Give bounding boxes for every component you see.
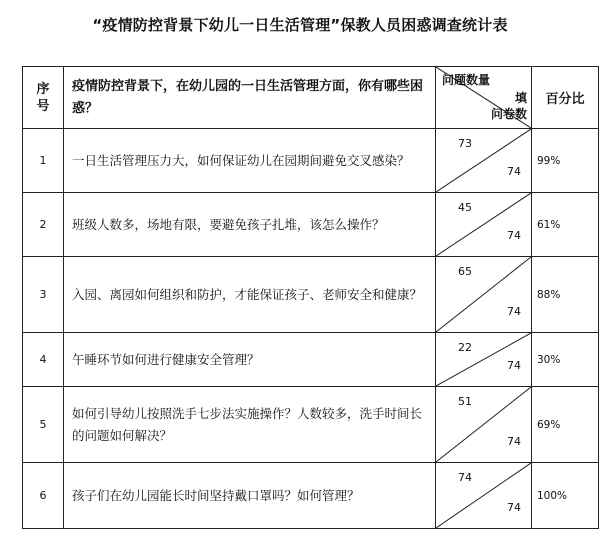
row-percent: 69%	[532, 387, 599, 463]
row-question: 班级人数多，场地有限，要避免孩子扎堆，该怎么操作？	[64, 193, 436, 257]
row-question: 一日生活管理压力大，如何保证幼儿在园期间避免交叉感染？	[64, 129, 436, 193]
diagonal-divider	[436, 257, 531, 332]
table-row	[23, 333, 599, 387]
diagonal-divider	[436, 387, 531, 462]
table-row	[23, 257, 599, 333]
row-count-cell	[436, 257, 532, 333]
header-percent: 百分比	[532, 67, 599, 129]
row-question: 如何引导幼儿按照洗手七步法实施操作？人数较多，洗手时间长的问题如何解决？	[64, 387, 436, 463]
row-index: 6	[23, 463, 64, 529]
header-index-line1: 序	[36, 81, 50, 97]
row-percent: 61%	[532, 193, 599, 257]
header-count-bottom	[491, 90, 527, 122]
diagonal-divider	[436, 193, 531, 256]
row-index: 5	[23, 387, 64, 463]
page-title: “疫情防控背景下幼儿一日生活管理”保教人员困惑调查统计表	[92, 16, 508, 34]
table-row	[23, 129, 599, 193]
row-count-cell	[436, 129, 532, 193]
row-index: 3	[23, 257, 64, 333]
row-question: 入园、离园如何组织和防护，才能保证孩子、老师安全和健康？	[64, 257, 436, 333]
survey-table	[22, 66, 599, 529]
row-index: 1	[23, 129, 64, 193]
row-count-cell	[436, 333, 532, 387]
row-count-cell	[436, 193, 532, 257]
row-percent: 30%	[532, 333, 599, 387]
row-count: 22	[458, 341, 472, 354]
row-percent: 99%	[532, 129, 599, 193]
row-count: 74	[458, 471, 472, 484]
row-total: 74	[507, 165, 521, 178]
diagonal-divider	[436, 129, 531, 192]
table-row	[23, 193, 599, 257]
row-total: 74	[507, 229, 521, 242]
header-question: 疫情防控背景下，在幼儿园的一日生活管理方面，你有哪些困惑？	[64, 67, 436, 129]
row-total: 74	[507, 359, 521, 372]
table-header-row	[23, 67, 599, 129]
row-question: 孩子们在幼儿园能长时间坚持戴口罩吗？如何管理？	[64, 463, 436, 529]
table-row	[23, 463, 599, 529]
row-count: 65	[458, 265, 472, 278]
header-count-top: 问题数量	[442, 73, 491, 87]
row-total: 74	[507, 305, 521, 318]
header-count-bottom-line2: 问卷数	[490, 107, 527, 121]
header-count	[436, 67, 532, 129]
row-count: 51	[458, 395, 472, 408]
row-total: 74	[507, 501, 521, 514]
row-count: 45	[458, 201, 472, 214]
diagonal-divider	[436, 463, 531, 528]
table-row	[23, 387, 599, 463]
header-index-line2: 号	[36, 98, 50, 114]
row-index: 2	[23, 193, 64, 257]
header-count-bottom-line1: 填	[514, 91, 527, 105]
row-index: 4	[23, 333, 64, 387]
row-question: 午睡环节如何进行健康安全管理？	[64, 333, 436, 387]
row-percent: 100%	[532, 463, 599, 529]
row-total: 74	[507, 435, 521, 448]
row-percent: 88%	[532, 257, 599, 333]
row-count-cell	[436, 463, 532, 529]
row-count-cell	[436, 387, 532, 463]
header-index	[23, 67, 64, 129]
row-count: 73	[458, 137, 472, 150]
